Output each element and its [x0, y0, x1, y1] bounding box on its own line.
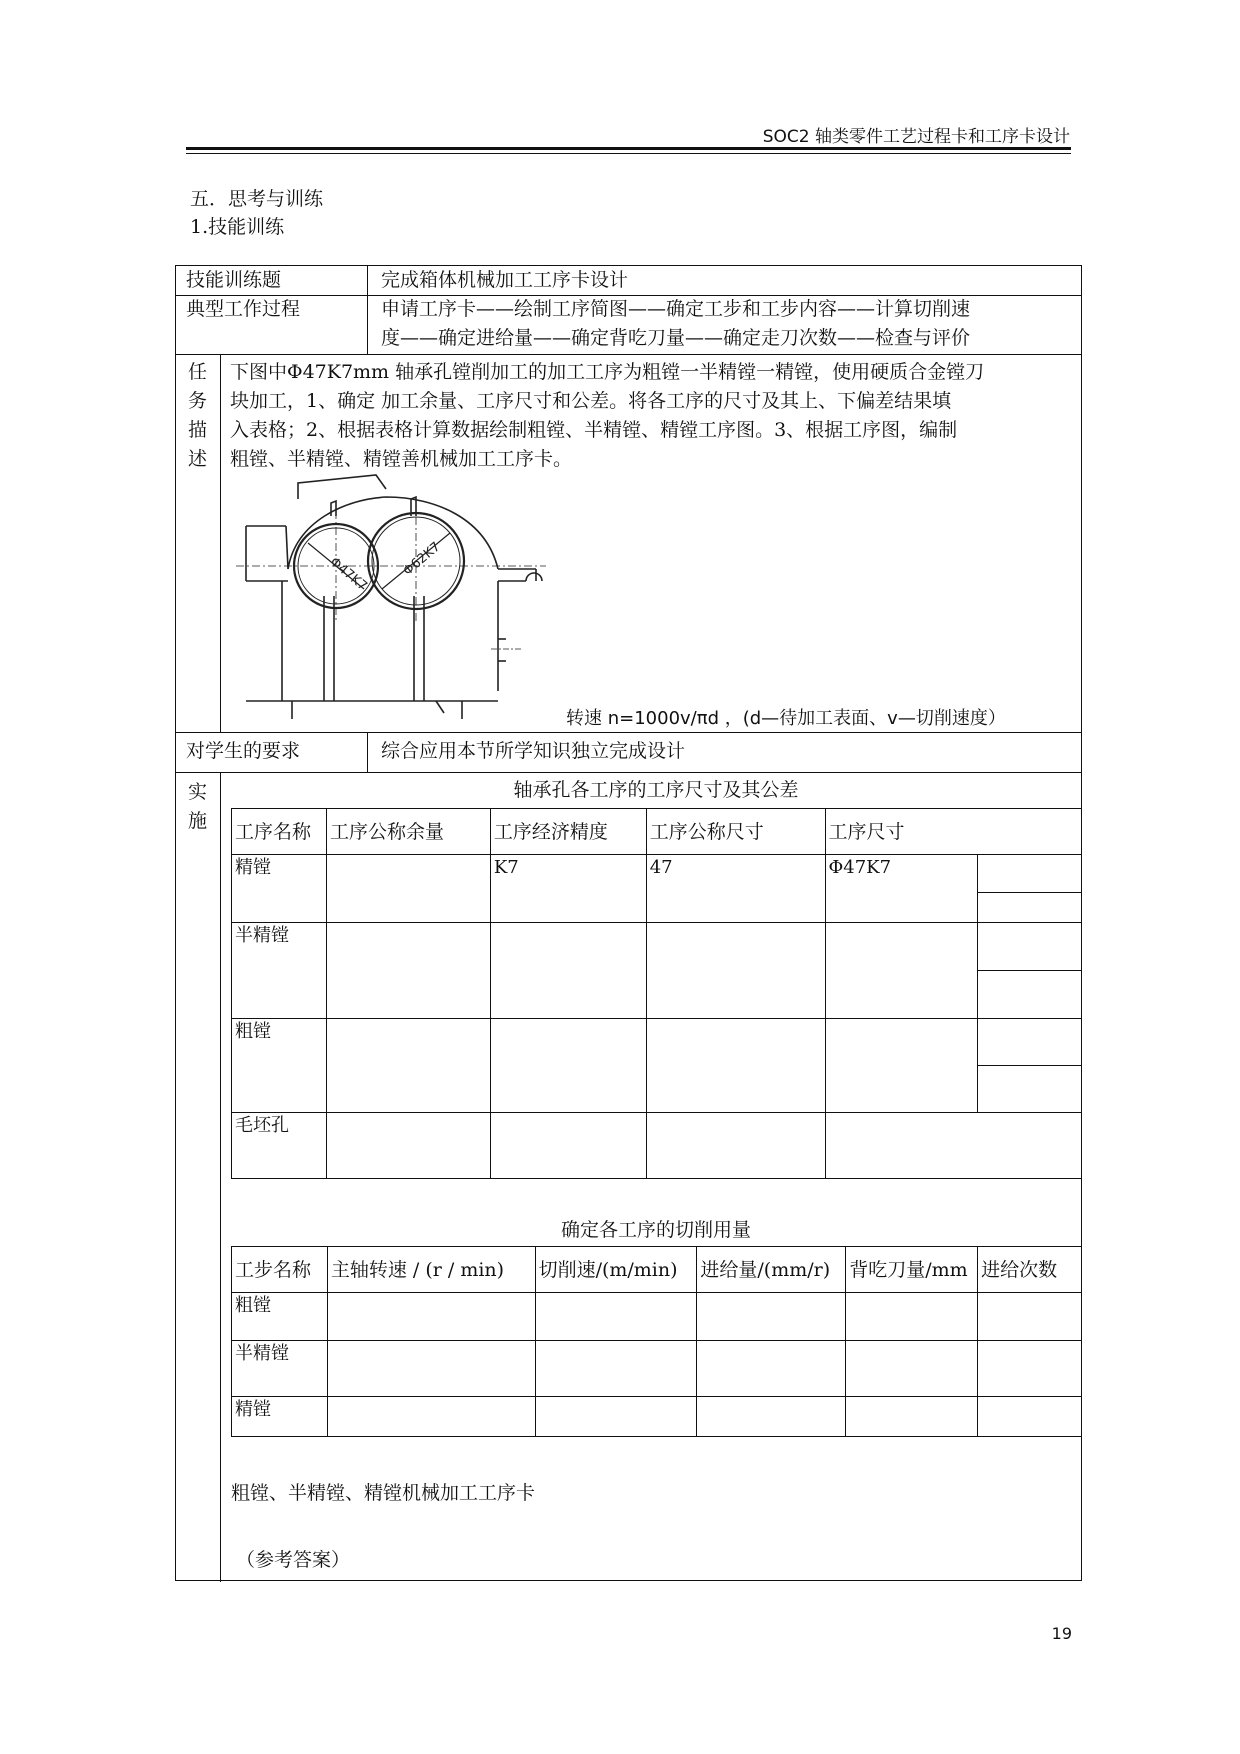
process-size-table	[231, 808, 1082, 1179]
table1-deviation-cell	[978, 893, 1082, 923]
table1-title: 轴承孔各工序的工序尺寸及其公差	[513, 779, 799, 801]
table2-cell	[978, 1397, 1082, 1437]
table1-deviation-cell	[978, 971, 1082, 1019]
hole-small-label: Φ47K7	[326, 554, 370, 595]
task-line: 块加工，1、确定 加工余量、工序尺寸和公差。将各工序的尺寸及其上、下偏差结果填	[230, 390, 952, 412]
table1-deviation-cell	[978, 1066, 1082, 1113]
training-table	[175, 265, 1082, 1581]
table1-header: 工序名称	[232, 809, 327, 855]
table2-header: 进给次数	[978, 1247, 1082, 1293]
table1-cell	[490, 1113, 646, 1179]
requirement-value: 综合应用本节所学知识独立完成设计	[381, 740, 686, 762]
process-line-2: 度——确定进给量——确定背吃刀量——确定走刀次数——检查与评价	[381, 327, 971, 349]
impl-label-char: 施	[188, 810, 208, 832]
impl-label-char: 实	[188, 781, 208, 803]
table2-cell	[327, 1341, 535, 1397]
spindle-speed-formula: 转速 n=1000v/πd ，(d—待加工表面、v—切削速度）	[566, 708, 1006, 729]
table1-deviation-cell	[978, 1019, 1082, 1066]
task-label-char: 描	[188, 419, 208, 441]
process-line-1: 申请工序卡——绘制工序简图——确定工步和工步内容——计算切削速	[381, 298, 971, 320]
table1-cell	[326, 1113, 490, 1179]
requirement-label: 对学生的要求	[186, 740, 301, 762]
table1-cell	[326, 923, 490, 1019]
table1-header: 工序尺寸	[825, 809, 1081, 855]
cutting-parameters-table	[231, 1246, 1082, 1437]
task-line: 下图中Φ47K7mm 轴承孔镗削加工的加工工序为粗镗一半精镗一精镗，使用硬质合金镗刀	[230, 361, 985, 383]
table2-cell	[846, 1341, 978, 1397]
table1-cell-name: 粗镗	[232, 1019, 327, 1113]
table2-cell	[697, 1341, 846, 1397]
reference-answer-note: （参考答案）	[236, 1549, 351, 1571]
header-rule-thin	[186, 153, 1071, 154]
table2-cell	[978, 1341, 1082, 1397]
table1-header: 工序公称尺寸	[646, 809, 825, 855]
table1-cell-name: 半精镗	[232, 923, 327, 1019]
table1-cell	[326, 1019, 490, 1113]
table1-cell: 47	[646, 855, 825, 923]
table1-cell	[490, 1019, 646, 1113]
gearbox-housing-drawing	[236, 471, 556, 726]
table2-step-name: 精镗	[232, 1397, 328, 1437]
running-header: SOC2 轴类零件工艺过程卡和工序卡设计	[762, 127, 1070, 147]
table1-header: 工序公称余量	[326, 809, 490, 855]
table2-cell	[978, 1293, 1082, 1341]
table2-cell	[535, 1341, 697, 1397]
header-rule	[186, 147, 1071, 150]
task-label-char: 任	[188, 361, 208, 383]
section-heading: 五．思考与训练	[190, 188, 324, 210]
table1-cell	[326, 855, 490, 923]
table1-cell	[646, 1019, 825, 1113]
table2-header: 工步名称	[232, 1247, 328, 1293]
table2-header: 主轴转速 / (r / min)	[327, 1247, 535, 1293]
table1-cell: K7	[490, 855, 646, 923]
topic-value: 完成箱体机械加工工序卡设计	[381, 269, 629, 291]
table1-cell-name: 精镗	[232, 855, 327, 923]
process-label: 典型工作过程	[186, 298, 301, 320]
table2-cell	[327, 1293, 535, 1341]
task-line: 入表格；2、根据表格计算数据绘制粗镗、半精镗、精镗工序图。3、根据工序图，编制	[230, 419, 958, 441]
table2-title: 确定各工序的切削用量	[560, 1219, 751, 1241]
table2-header: 背吃刀量/mm	[846, 1247, 978, 1293]
table1-cell	[825, 1019, 978, 1113]
table2-cell	[846, 1293, 978, 1341]
task-line: 粗镗、半精镗、精镗善机械加工工序卡。	[230, 448, 573, 470]
table1-header: 工序经济精度	[490, 809, 646, 855]
table1-cell	[646, 923, 825, 1019]
table1-cell	[825, 923, 978, 1019]
table1-cell	[646, 1113, 825, 1179]
section-subheading: 1.技能训练	[190, 216, 285, 238]
table2-cell	[327, 1397, 535, 1437]
task-label-char: 务	[188, 390, 208, 412]
table2-header: 切削速/(m/min)	[535, 1247, 697, 1293]
table1-cell-name: 毛坯孔	[232, 1113, 327, 1179]
topic-label: 技能训练题	[186, 269, 282, 291]
table1-deviation-cell	[978, 855, 1082, 893]
process-card-note: 粗镗、半精镗、精镗机械加工工序卡	[231, 1482, 536, 1504]
table2-step-name: 粗镗	[232, 1293, 328, 1341]
page-number: 19	[1051, 1624, 1072, 1643]
table2-step-name: 半精镗	[232, 1341, 328, 1397]
table2-cell	[535, 1293, 697, 1341]
table2-cell	[535, 1397, 697, 1437]
table2-cell	[697, 1397, 846, 1437]
table2-header: 进给量/(mm/r)	[697, 1247, 846, 1293]
table1-cell	[490, 923, 646, 1019]
table1-cell	[825, 1113, 1081, 1179]
table2-cell	[697, 1293, 846, 1341]
table1-deviation-cell	[978, 923, 1082, 971]
hole-large-label: Φ62K7	[400, 539, 444, 579]
table1-cell: Φ47K7	[825, 855, 978, 923]
task-label-char: 述	[188, 448, 208, 470]
table2-cell	[846, 1397, 978, 1437]
